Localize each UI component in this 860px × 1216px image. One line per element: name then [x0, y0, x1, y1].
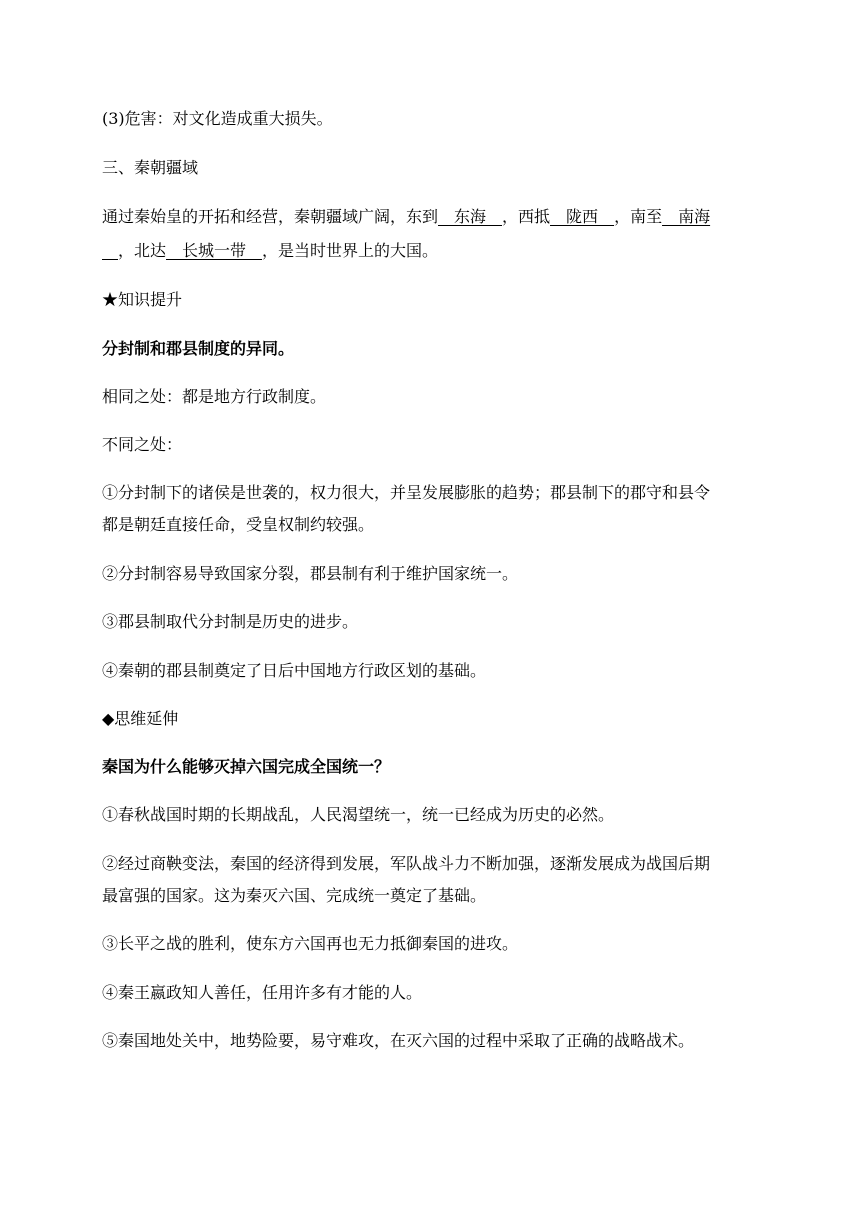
territory-paragraph-line-1 — [102, 206, 762, 228]
difference-item-1-line-2: 都是朝廷直接任命，受皇权制约较强。 — [102, 515, 375, 534]
section-title-qin-territory: 三、秦朝疆域 — [102, 158, 199, 177]
harm-line: (3)危害：对文化造成重大损失。 — [102, 109, 333, 128]
reason-item-2-line-2: 最富强的国家。这为秦灭六国、完成统一奠定了基础。 — [102, 886, 487, 905]
similarity-line: 相同之处：都是地方行政制度。 — [102, 387, 327, 406]
territory-text: ，南至 — [614, 207, 663, 226]
difference-label: 不同之处： — [102, 435, 183, 454]
reason-item-4: ④秦王嬴政知人善任，任用许多有才能的人。 — [102, 983, 423, 1002]
difference-item-4: ④秦朝的郡县制奠定了日后中国地方行政区划的基础。 — [102, 661, 487, 680]
territory-paragraph-line-2 — [102, 240, 762, 262]
reason-item-2-line-1: ②经过商鞅变法，秦国的经济得到发展，军队战斗力不断加强，逐渐发展成为战国后期 — [102, 854, 711, 873]
reason-item-1: ①春秋战国时期的长期战乱，人民渴望统一，统一已经成为历史的必然。 — [102, 805, 615, 824]
blank-east: __东海__ — [438, 207, 503, 226]
thinking-heading: ◆思维延伸 — [102, 709, 179, 728]
blank-west: __陇西__ — [550, 207, 615, 226]
difference-item-2: ②分封制容易导致国家分裂，郡县制有利于维护国家统一。 — [102, 564, 519, 583]
thinking-title: 秦国为什么能够灭掉六国完成全国统一？ — [102, 757, 391, 776]
difference-item-1-line-1: ①分封制下的诸侯是世袭的，权力很大，并呈发展膨胀的趋势；郡县制下的郡守和县令 — [102, 483, 711, 502]
knowledge-heading: ★知识提升 — [102, 290, 183, 309]
blank-north: __长城一带__ — [166, 241, 263, 260]
reason-item-3: ③长平之战的胜利，使东方六国再也无力抵御秦国的进攻。 — [102, 934, 519, 953]
blank-south-tail: __ — [102, 241, 118, 260]
difference-item-3: ③郡县制取代分封制是历史的进步。 — [102, 612, 359, 631]
territory-text: ，是当时世界上的大国。 — [262, 241, 439, 260]
territory-text: ，西抵 — [502, 207, 551, 226]
reason-item-5: ⑤秦国地处关中，地势险要，易守难攻，在灭六国的过程中采取了正确的战略战术。 — [102, 1031, 695, 1050]
blank-south: __南海 — [662, 207, 711, 226]
territory-text: ，北达 — [118, 241, 167, 260]
knowledge-title: 分封制和郡县制度的异同。 — [102, 339, 295, 358]
territory-text: 通过秦始皇的开拓和经营，秦朝疆域广阔，东到 — [102, 207, 439, 226]
